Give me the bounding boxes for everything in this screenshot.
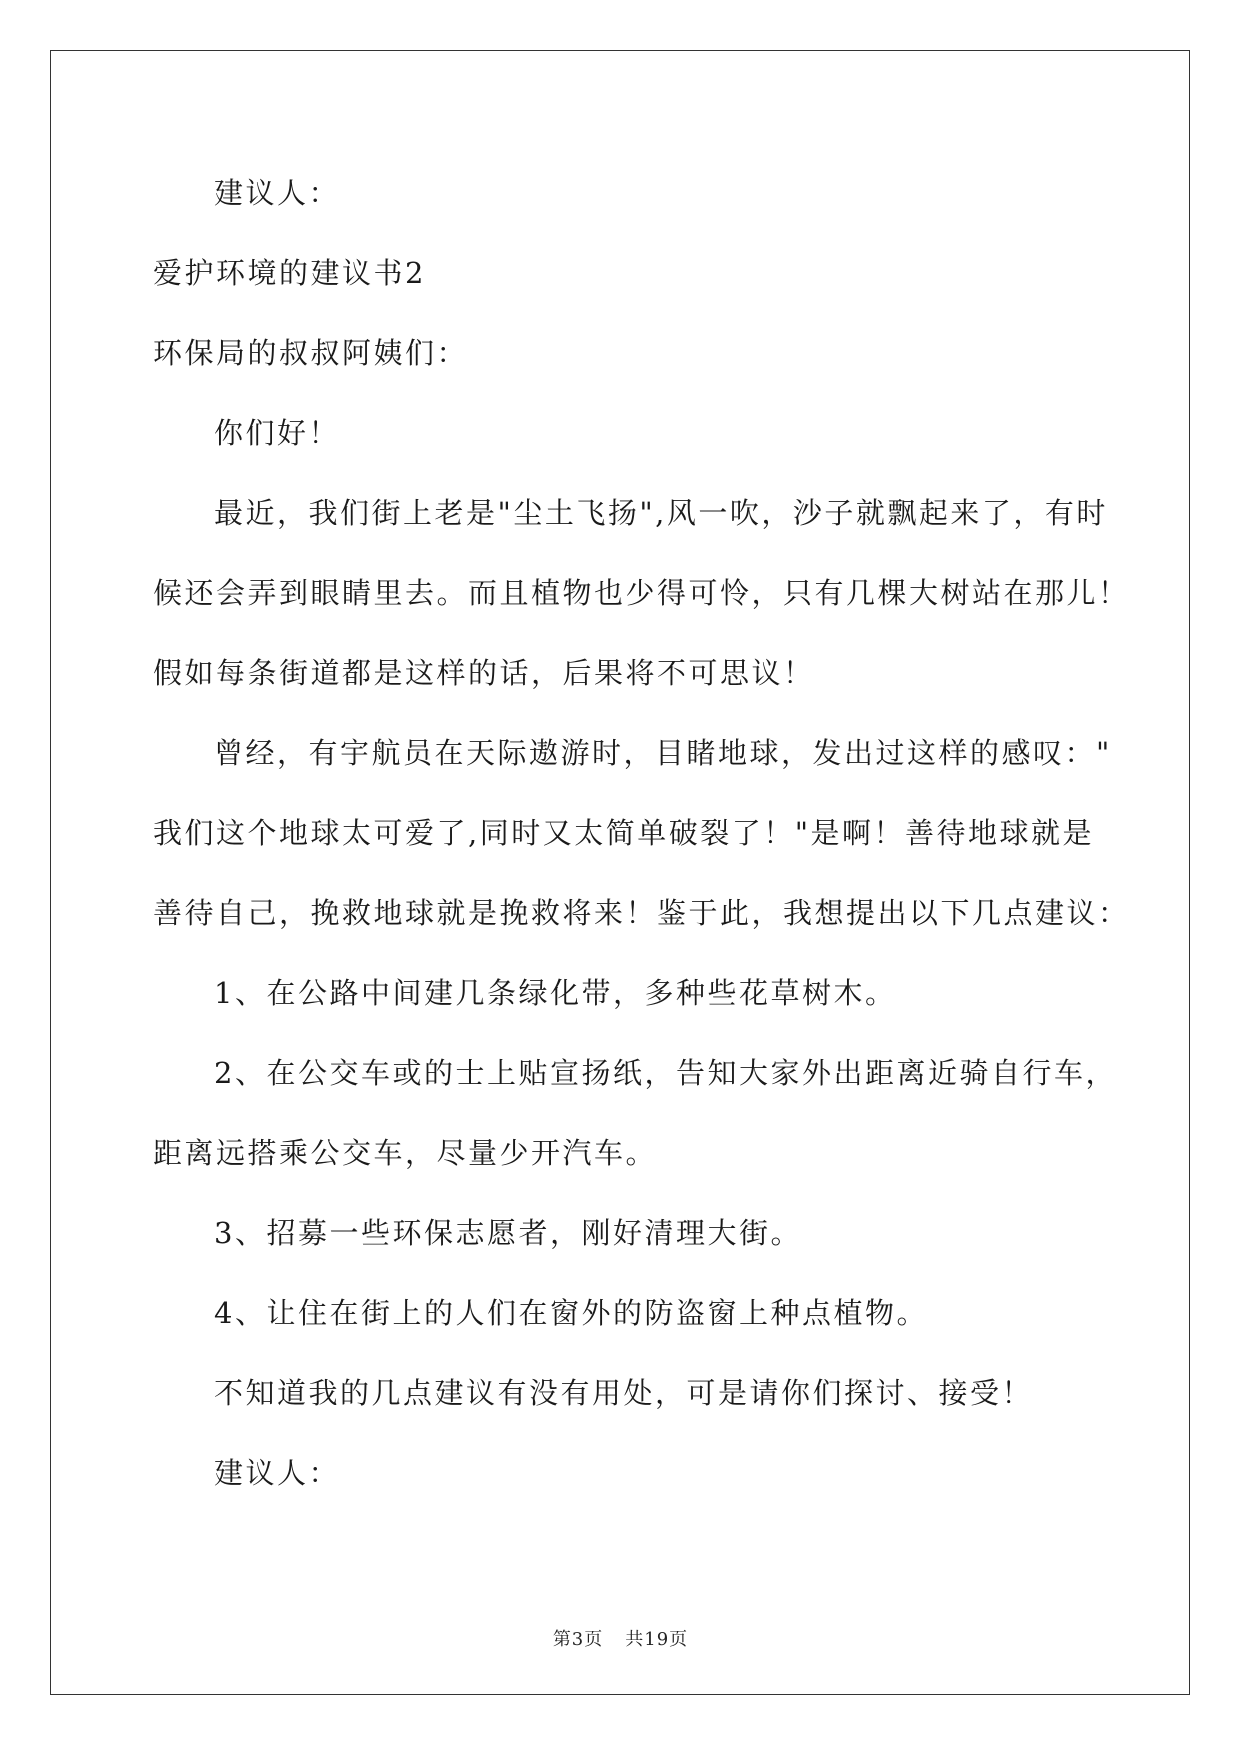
page-number-total: 共19页 (625, 1629, 689, 1650)
suggestion-item: 2、在公交车或的士上贴宣扬纸，告知大家外出距离近骑自行车， (214, 1056, 1117, 1090)
suggestion-item: 1、在公路中间建几条绿化带，多种些花草树木。 (214, 976, 897, 1010)
suggestion-item: 3、招募一些环保志愿者，刚好清理大街。 (214, 1216, 802, 1250)
page-footer (0, 1628, 1241, 1652)
greeting: 你们好！ (214, 416, 341, 450)
signature-label-bottom: 建议人： (214, 1456, 341, 1490)
salutation: 环保局的叔叔阿姨们： (153, 336, 469, 370)
paragraph-line: 我们这个地球太可爱了,同时又太简单破裂了！"是啊！善待地球就是 (153, 816, 1095, 850)
signature-label-top: 建议人： (214, 176, 341, 210)
closing-line: 不知道我的几点建议有没有用处，可是请你们探讨、接受！ (214, 1376, 1034, 1410)
suggestion-item: 4、让住在街上的人们在窗外的防盗窗上种点植物。 (214, 1296, 928, 1330)
page-number-current: 第3页 (552, 1629, 604, 1650)
paragraph-line: 曾经，有宇航员在天际遨游时，目睹地球，发出过这样的感叹：" (214, 736, 1112, 770)
document-title: 爱护环境的建议书2 (153, 256, 426, 290)
paragraph-line: 善待自己，挽救地球就是挽救将来！鉴于此，我想提出以下几点建议： (153, 896, 1130, 930)
paragraph-line: 候还会弄到眼睛里去。而且植物也少得可怜，只有几棵大树站在那儿！ (153, 576, 1130, 610)
paragraph-line: 最近，我们街上老是"尘土飞扬",风一吹，沙子就飘起来了，有时 (214, 496, 1108, 530)
paragraph-line: 假如每条街道都是这样的话，后果将不可思议！ (153, 656, 815, 690)
suggestion-item-continued: 距离远搭乘公交车，尽量少开汽车。 (153, 1136, 658, 1170)
page-border (50, 50, 1190, 1695)
